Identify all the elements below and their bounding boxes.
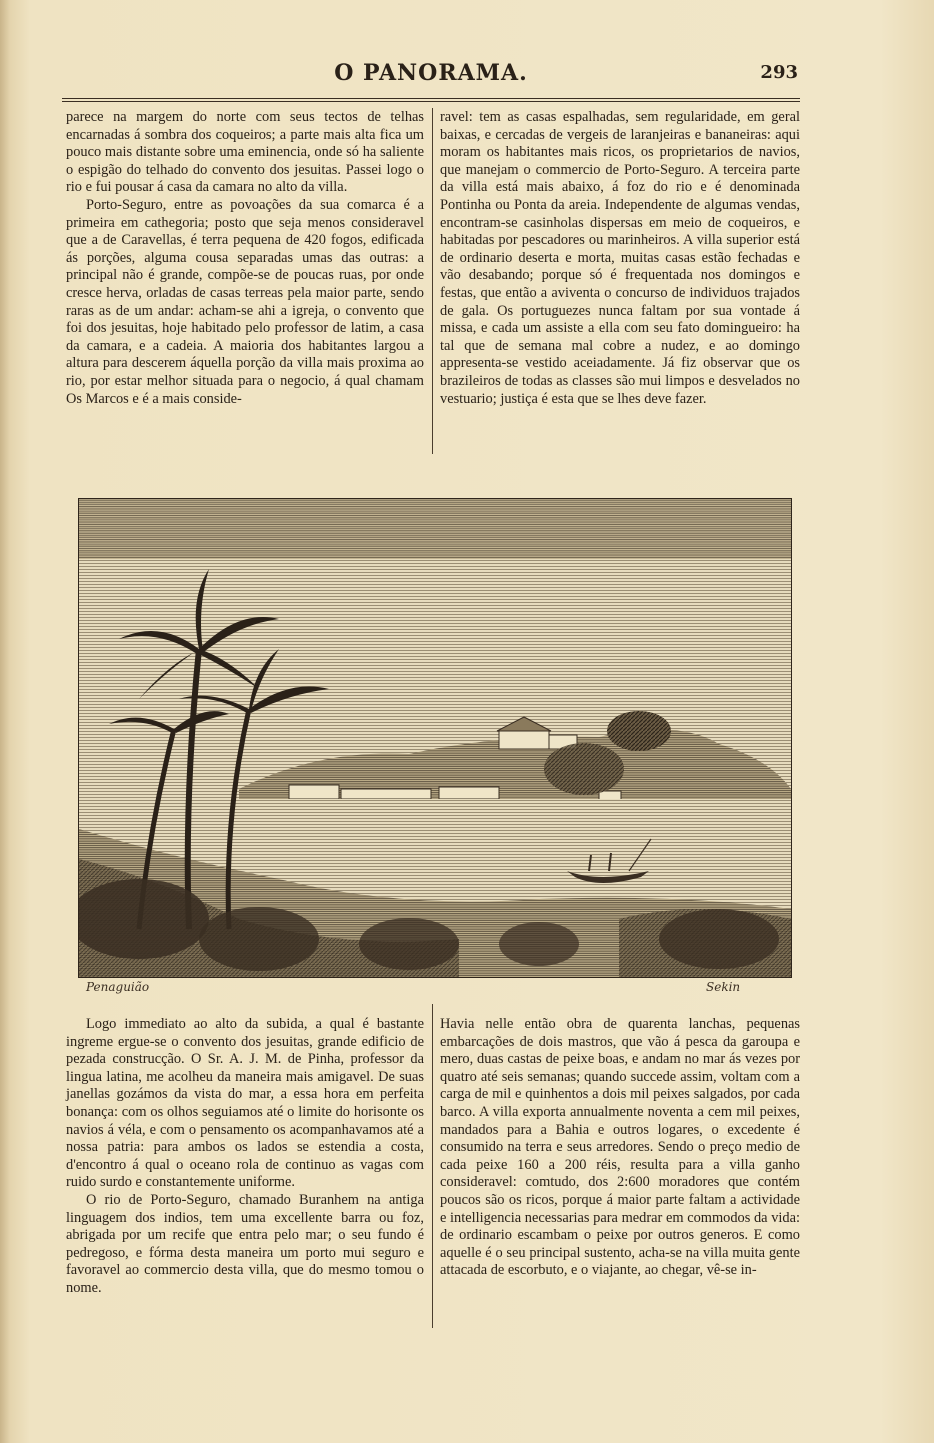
engraver-signature-right: Sekin bbox=[706, 980, 741, 994]
journal-title: O PANORAMA. bbox=[334, 60, 528, 86]
paragraph: Logo immediato ao alto da subida, a qual é bastante ingreme ergue-se o convento dos jesuitas, grande edificio de pezada construcção. O Sr. A. J. M. de Pinha, professor da lingua latina, me acolheu da maneira mais amigavel. De suas janellas gozámos da vista do mar, a essa hora em perfeita bonança: com os olhos seguiamos até o limite do horisonte os navios á véla, e com o pensamento os acompanhavamos até a nossa patria: para ambos os lados se estendia a costa, d'encontro á qual o oceano rola de continuo as vagas com ruido surdo e constantemente uniforme. bbox=[66, 1016, 424, 1191]
top-right-column bbox=[440, 109, 800, 408]
column-divider bbox=[432, 1004, 433, 1328]
paragraph: O rio de Porto-Seguro, chamado Buranhem na antiga linguagem dos indios, tem uma excellente barra ou foz, abrigada por um recife que entra pelo mar; o seu fundo é pedregoso, e fórma desta maneira um porto mui seguro e favoravel ao commercio desta villa, que do mesmo tomou o nome. bbox=[66, 1191, 424, 1296]
paragraph: parece na margem do norte com seus tectos de telhas encarnadas á sombra dos coqueiros; a parte mais alta fica um pouco mais distante sobre uma eminencia, onde só ha saliente o espigão do telhado do convento dos jesuitas. Passei logo o rio e fui pousar á casa da camara no alto da villa. bbox=[66, 109, 424, 196]
page-header bbox=[62, 56, 800, 92]
bottom-right-column bbox=[440, 1016, 800, 1280]
river-water bbox=[229, 799, 791, 889]
paragraph: Havia nelle então obra de quarenta lanchas, pequenas embarcações de dois mastros, que vão á pesca da garoupa e mero, duas castas de peixe boas, e andam no mar ás vezes por quatro até seis semanas; quando succede assim, voltam com a carga de mil e quinhentos a dois mil peixes salgados, por cada barco. A villa exporta annualmente noventa a cem mil peixes, mandados para a Bahia e outros logares, o excedente é consumido na terra e seus arredores. Sendo o preço medio de cada peixe 160 a 200 réis, resulta para a villa ganho consideravel: comtudo, dos 2:600 moradores que contém poucos são os ricos, porque á maior parte faltam a actividade e intelligencia necessarias para medrar em commodos da vida: de ordinario escambam o peixe por outros generos. E como aquelle é o seu principal sustento, acha-se na villa muita gente attacada de escorbuto, e o viajante, ao chegar, vê-se in- bbox=[440, 1016, 800, 1279]
engraving-illustration bbox=[78, 498, 792, 978]
engraving-scene bbox=[79, 499, 791, 977]
paragraph: ravel: tem as casas espalhadas, sem regularidade, em geral baixas, e cercadas de vergeis de laranjeiras e bananeiras: aqui moram os habitantes mais ricos, os proprietarios de navios, que manejam o commercio de Porto-Seguro. A terceira parte da villa está mais abaixo, á foz do rio e é denominada Pontinha ou Ponta da areia. Independente de algumas vendas, encontram-se casinholas dispersas em meio de coqueiros, e habitadas por pescadores ou marinheiros. A villa superior está de ordinario deserta e morta, muitas casas estão fechadas e vão desabando; porque só é frequentada nos domingos e festas, que então a aviventa o concurso de individuos trajados de gala. Os portuguezes nunca faltam por sua vontade á missa, e cada um assiste a ella com seu fato domingueiro: ha tal que de semana mal cobre a nudez, e ao domingo appresenta-se vestido aceiadamente. Já fiz observar que os brazileiros de todas as classes são mui limpos e desvelados no vestuario; justiça é esta que se lhes deve fazer. bbox=[440, 109, 800, 407]
engraver-signature-left: Penaguião bbox=[86, 980, 150, 994]
column-divider bbox=[432, 108, 433, 454]
header-rule bbox=[62, 98, 800, 102]
top-left-column bbox=[66, 109, 424, 408]
bottom-left-column bbox=[66, 1016, 424, 1298]
page-number: 293 bbox=[760, 62, 798, 83]
paragraph: Porto-Seguro, entre as povoações da sua comarca é a primeira em cathegoria; posto que seja menos consideravel que a de Caravellas, é terra pequena de 420 fogos, edificada ás porções, alguma cousa separadas umas das outras: a principal não é grande, compõe-se de poucas ruas, por onde cresce herva, orladas de casas terreas pela maior parte, sendo raras as de um andar: acham-se ahi a igreja, o convento que foi dos jesuitas, hoje habitado pelo professor de latim, a casa da camara, e a cadeia. A maioria dos habitantes largou a altura para descerem áquella porção da villa mais proxima ao rio, por estar melhor situada para o negocio, á qual chamam Os Marcos e é a mais conside- bbox=[66, 196, 424, 407]
tree-clump bbox=[607, 711, 671, 751]
